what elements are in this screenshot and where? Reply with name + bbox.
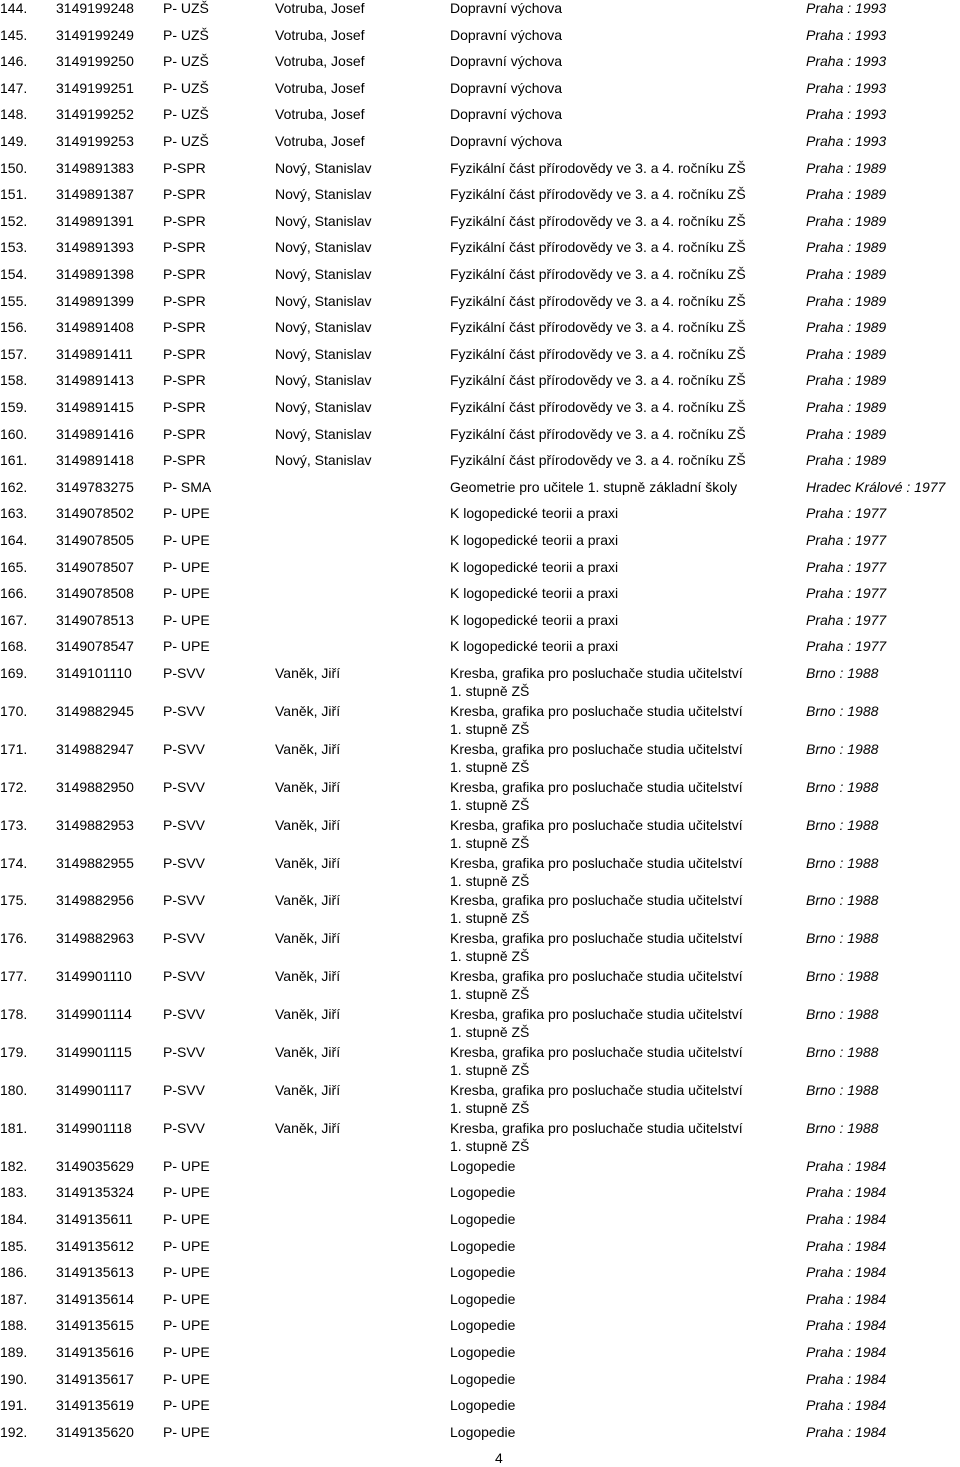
record-signature: P- UPE: [163, 1290, 210, 1307]
record-place-year: Praha : 1977: [806, 558, 887, 575]
record-number: 163.: [0, 505, 28, 522]
record-code: 3149882950: [56, 778, 134, 795]
record-number: 161.: [0, 452, 28, 469]
record-place-year: Hradec Králové : 1977: [806, 478, 946, 495]
record-signature: P- UZŠ: [163, 53, 209, 70]
record-author: Nový, Stanislav: [275, 186, 372, 203]
record-title: K logopedické teorii a praxi: [450, 611, 619, 628]
record-author: Votruba, Josef: [275, 79, 365, 96]
record-code: 3149078547: [56, 638, 134, 655]
record-title: Kresba, grafika pro posluchače studia učitelství: [450, 1006, 743, 1023]
record-place-year: Praha : 1989: [806, 345, 887, 362]
record-code: 3149199252: [56, 106, 134, 123]
record-title: Fyzikální část přírodovědy ve 3. a 4. ročníku ZŠ: [450, 186, 746, 203]
record-number: 189.: [0, 1343, 28, 1360]
record-author: Vaněk, Jiří: [275, 1081, 341, 1098]
record-number: 153.: [0, 239, 28, 256]
record-signature: P-SVV: [163, 1081, 206, 1098]
record-title: Logopedie: [450, 1237, 516, 1254]
record-title-continuation: 1. stupně ZŠ: [450, 1099, 530, 1116]
record-author: Nový, Stanislav: [275, 345, 372, 362]
record-place-year: Brno : 1988: [806, 1081, 879, 1098]
record-place-year: Praha : 1989: [806, 266, 887, 282]
record-author: Votruba, Josef: [275, 106, 365, 123]
record-title: Fyzikální část přírodovědy ve 3. a 4. ročníku ZŠ: [450, 292, 746, 309]
record-place-year: Brno : 1988: [806, 1044, 879, 1060]
record-code: 3149783275: [56, 478, 134, 495]
record-code: 3149135324: [56, 1184, 134, 1201]
record-number: 167.: [0, 611, 28, 628]
record-place-year: Brno : 1988: [806, 854, 879, 871]
record-place-year: Praha : 1989: [806, 425, 887, 442]
record-signature: P-SPR: [163, 372, 206, 389]
record-number: 191.: [0, 1397, 28, 1414]
record-signature: P- SMA: [163, 478, 212, 495]
record-code: 3149882963: [56, 930, 134, 947]
record-place-year: Praha : 1989: [806, 372, 887, 389]
record-code: 3149199251: [56, 79, 134, 96]
record-number: 157.: [0, 345, 28, 362]
record-place-year: Brno : 1988: [806, 665, 879, 681]
record-signature: P-SVV: [163, 1006, 206, 1023]
record-signature: P-SPR: [163, 266, 206, 282]
record-author: Nový, Stanislav: [275, 319, 372, 336]
record-signature: P- UPE: [163, 1210, 210, 1227]
record-code: 3149891399: [56, 292, 134, 309]
record-number: 168.: [0, 638, 28, 655]
record-number: 170.: [0, 702, 28, 719]
record-title-continuation: 1. stupně ZŠ: [450, 1062, 530, 1078]
record-code: 3149078502: [56, 505, 134, 522]
record-title: Fyzikální část přírodovědy ve 3. a 4. ročníku ZŠ: [450, 212, 746, 229]
record-title: K logopedické teorii a praxi: [450, 505, 619, 522]
record-number: 186.: [0, 1264, 28, 1281]
record-author: Vaněk, Jiří: [275, 854, 341, 871]
record-title: Kresba, grafika pro posluchače studia učitelství: [450, 778, 743, 795]
record-number: 184.: [0, 1210, 28, 1227]
record-title: Fyzikální část přírodovědy ve 3. a 4. ročníku ZŠ: [450, 452, 746, 469]
record-place-year: Brno : 1988: [806, 1006, 879, 1023]
record-number: 162.: [0, 478, 28, 495]
record-author: Vaněk, Jiří: [275, 1119, 341, 1136]
record-number: 149.: [0, 133, 28, 149]
record-place-year: Praha : 1993: [806, 106, 887, 123]
record-title: Geometrie pro učitele 1. stupně základní školy: [450, 478, 738, 495]
record-number: 187.: [0, 1290, 28, 1307]
record-code: 3149135612: [56, 1237, 134, 1254]
record-title: Kresba, grafika pro posluchače studia učitelství: [450, 816, 743, 833]
record-title: Kresba, grafika pro posluchače studia učitelství: [450, 1044, 743, 1060]
record-code: 3149199250: [56, 53, 134, 70]
record-author: Vaněk, Jiří: [275, 778, 341, 795]
record-signature: P-SPR: [163, 239, 206, 256]
record-place-year: Praha : 1984: [806, 1317, 887, 1334]
record-author: Votruba, Josef: [275, 53, 365, 70]
record-signature: P-SPR: [163, 425, 206, 442]
record-number: 159.: [0, 399, 28, 415]
record-code: 3149078513: [56, 611, 134, 628]
record-title: Fyzikální část přírodovědy ve 3. a 4. ročníku ZŠ: [450, 319, 746, 336]
record-number: 185.: [0, 1237, 28, 1254]
record-code: 3149135616: [56, 1343, 134, 1360]
record-number: 147.: [0, 79, 28, 96]
record-place-year: Praha : 1989: [806, 159, 887, 176]
record-signature: P-SVV: [163, 1119, 206, 1136]
record-place-year: Praha : 1993: [806, 133, 887, 149]
record-signature: P-SPR: [163, 159, 206, 176]
record-title-continuation: 1. stupně ZŠ: [450, 1024, 530, 1041]
record-number: 166.: [0, 585, 28, 602]
record-number: 148.: [0, 106, 28, 123]
record-title: Logopedie: [450, 1157, 516, 1174]
record-title: Kresba, grafika pro posluchače studia učitelství: [450, 740, 743, 757]
record-title: Kresba, grafika pro posluchače studia učitelství: [450, 930, 743, 947]
record-number: 165.: [0, 558, 28, 575]
record-author: Vaněk, Jiří: [275, 740, 341, 757]
record-title-continuation: 1. stupně ZŠ: [450, 683, 530, 699]
record-code: 3149135613: [56, 1264, 134, 1281]
record-author: Nový, Stanislav: [275, 372, 372, 389]
record-number: 144.: [0, 0, 28, 16]
record-place-year: Praha : 1984: [806, 1370, 887, 1387]
record-author: Nový, Stanislav: [275, 266, 372, 282]
record-place-year: Brno : 1988: [806, 778, 879, 795]
record-code: 3149891411: [56, 345, 133, 362]
record-number: 171.: [0, 740, 28, 757]
record-place-year: Praha : 1984: [806, 1343, 887, 1360]
record-place-year: Praha : 1984: [806, 1184, 887, 1201]
record-number: 172.: [0, 778, 28, 795]
record-place-year: Brno : 1988: [806, 702, 879, 719]
record-title: Logopedie: [450, 1397, 516, 1414]
record-title: Dopravní výchova: [450, 0, 563, 16]
record-signature: P-SVV: [163, 968, 206, 985]
record-signature: P- UPE: [163, 1343, 210, 1360]
record-place-year: Praha : 1977: [806, 638, 887, 655]
record-author: Nový, Stanislav: [275, 239, 372, 256]
record-place-year: Praha : 1989: [806, 292, 887, 309]
record-title-continuation: 1. stupně ZŠ: [450, 872, 530, 889]
record-title: K logopedické teorii a praxi: [450, 532, 619, 548]
record-title: Kresba, grafika pro posluchače studia učitelství: [450, 968, 743, 985]
record-title: Dopravní výchova: [450, 79, 563, 96]
record-code: 3149891383: [56, 159, 134, 176]
record-number: 179.: [0, 1044, 28, 1060]
record-place-year: Praha : 1977: [806, 505, 887, 522]
record-author: Nový, Stanislav: [275, 452, 372, 469]
record-title: Dopravní výchova: [450, 133, 563, 149]
record-signature: P-SPR: [163, 212, 206, 229]
record-title: Fyzikální část přírodovědy ve 3. a 4. ročníku ZŠ: [450, 159, 746, 176]
record-code: 3149078507: [56, 558, 134, 575]
record-place-year: Praha : 1989: [806, 319, 887, 336]
record-number: 173.: [0, 816, 28, 833]
record-author: Nový, Stanislav: [275, 399, 372, 415]
record-signature: P- UPE: [163, 1397, 210, 1414]
record-number: 146.: [0, 53, 28, 70]
record-signature: P-SVV: [163, 778, 206, 795]
record-number: 164.: [0, 532, 28, 548]
record-place-year: Praha : 1977: [806, 585, 887, 602]
record-title: Logopedie: [450, 1423, 516, 1440]
record-signature: P- UZŠ: [163, 133, 209, 149]
record-code: 3149135619: [56, 1397, 134, 1414]
record-code: 3149199249: [56, 26, 134, 43]
record-place-year: Brno : 1988: [806, 892, 879, 909]
record-number: 183.: [0, 1184, 28, 1201]
record-author: Vaněk, Jiří: [275, 930, 341, 947]
record-number: 177.: [0, 968, 28, 985]
record-number: 158.: [0, 372, 28, 389]
record-number: 175.: [0, 892, 28, 909]
record-title: Fyzikální část přírodovědy ve 3. a 4. ročníku ZŠ: [450, 266, 746, 282]
record-signature: P- UPE: [163, 1317, 210, 1334]
record-code: 3149882947: [56, 740, 134, 757]
record-signature: P- UPE: [163, 558, 210, 575]
record-place-year: Praha : 1977: [806, 611, 887, 628]
record-signature: P- UZŠ: [163, 0, 209, 16]
record-author: Votruba, Josef: [275, 133, 365, 149]
record-number: 152.: [0, 212, 28, 229]
record-author: Nový, Stanislav: [275, 425, 372, 442]
record-title-continuation: 1. stupně ZŠ: [450, 1137, 530, 1154]
record-title: Logopedie: [450, 1343, 516, 1360]
record-number: 154.: [0, 266, 28, 282]
record-signature: P- UPE: [163, 1184, 210, 1201]
record-title: Fyzikální část přírodovědy ve 3. a 4. ročníku ZŠ: [450, 345, 746, 362]
record-author: Vaněk, Jiří: [275, 816, 341, 833]
record-title: Dopravní výchova: [450, 53, 563, 70]
record-place-year: Praha : 1977: [806, 532, 887, 548]
record-title: Logopedie: [450, 1370, 516, 1387]
record-author: Vaněk, Jiří: [275, 665, 341, 681]
record-number: 155.: [0, 292, 28, 309]
record-title-continuation: 1. stupně ZŠ: [450, 986, 530, 1003]
record-place-year: Brno : 1988: [806, 968, 879, 985]
record-title: Logopedie: [450, 1317, 516, 1334]
record-code: 3149882956: [56, 892, 134, 909]
record-number: 180.: [0, 1081, 28, 1098]
record-code: 3149891413: [56, 372, 134, 389]
record-title: Dopravní výchova: [450, 106, 563, 123]
record-number: 188.: [0, 1317, 28, 1334]
record-signature: P- UPE: [163, 505, 210, 522]
record-signature: P- UPE: [163, 1370, 210, 1387]
record-author: Nový, Stanislav: [275, 159, 372, 176]
record-signature: P- UPE: [163, 1157, 210, 1174]
record-title: Dopravní výchova: [450, 26, 563, 43]
record-title: Logopedie: [450, 1264, 516, 1281]
record-signature: P- UPE: [163, 1423, 210, 1440]
record-place-year: Praha : 1993: [806, 0, 887, 16]
record-code: 3149891387: [56, 186, 134, 203]
record-code: 3149891418: [56, 452, 134, 469]
record-code: 3149882953: [56, 816, 134, 833]
record-author: Nový, Stanislav: [275, 292, 372, 309]
record-signature: P-SPR: [163, 186, 206, 203]
record-number: 174.: [0, 854, 28, 871]
record-place-year: Praha : 1993: [806, 79, 887, 96]
record-signature: P-SVV: [163, 740, 206, 757]
record-place-year: Praha : 1984: [806, 1157, 887, 1174]
record-title: Kresba, grafika pro posluchače studia učitelství: [450, 854, 743, 871]
record-author: Vaněk, Jiří: [275, 1006, 341, 1023]
record-signature: P- UPE: [163, 1264, 210, 1281]
record-title: Logopedie: [450, 1290, 516, 1307]
record-code: 3149882945: [56, 702, 134, 719]
record-place-year: Praha : 1984: [806, 1210, 887, 1227]
record-author: Vaněk, Jiří: [275, 968, 341, 985]
record-title-continuation: 1. stupně ZŠ: [450, 720, 530, 737]
record-place-year: Brno : 1988: [806, 930, 879, 947]
record-signature: P-SVV: [163, 665, 206, 681]
record-author: Vaněk, Jiří: [275, 892, 341, 909]
record-place-year: Praha : 1989: [806, 186, 887, 203]
record-author: Vaněk, Jiří: [275, 1044, 341, 1060]
record-number: 150.: [0, 159, 28, 176]
record-signature: P-SVV: [163, 702, 206, 719]
record-title-continuation: 1. stupně ZŠ: [450, 910, 530, 927]
record-place-year: Praha : 1993: [806, 26, 887, 43]
record-number: 169.: [0, 665, 28, 681]
record-signature: P- UPE: [163, 532, 210, 548]
record-number: 160.: [0, 425, 28, 442]
record-number: 156.: [0, 319, 28, 336]
record-code: 3149901110: [56, 968, 132, 985]
record-author: Votruba, Josef: [275, 26, 365, 43]
record-code: 3149135617: [56, 1370, 134, 1387]
record-signature: P-SVV: [163, 816, 206, 833]
record-place-year: Praha : 1984: [806, 1423, 887, 1440]
record-signature: P-SPR: [163, 399, 206, 415]
record-signature: P- UPE: [163, 611, 210, 628]
record-title: Kresba, grafika pro posluchače studia učitelství: [450, 892, 743, 909]
record-signature: P-SPR: [163, 345, 206, 362]
record-number: 190.: [0, 1370, 28, 1387]
record-title: Kresba, grafika pro posluchače studia učitelství: [450, 1081, 743, 1098]
record-code: 3149135611: [56, 1210, 133, 1227]
record-title: Kresba, grafika pro posluchače studia učitelství: [450, 665, 743, 681]
record-place-year: Praha : 1989: [806, 239, 887, 256]
record-signature: P- UZŠ: [163, 79, 209, 96]
record-title: Logopedie: [450, 1184, 516, 1201]
record-signature: P- UZŠ: [163, 106, 209, 123]
record-signature: P-SPR: [163, 452, 206, 469]
record-code: 3149199248: [56, 0, 134, 16]
record-code: 3149891391: [56, 212, 134, 229]
record-place-year: Praha : 1989: [806, 212, 887, 229]
record-title-continuation: 1. stupně ZŠ: [450, 834, 530, 851]
record-place-year: Praha : 1984: [806, 1290, 887, 1307]
record-code: 3149901118: [56, 1119, 132, 1136]
record-code: 3149078508: [56, 585, 134, 602]
record-title: Kresba, grafika pro posluchače studia učitelství: [450, 702, 743, 719]
record-code: 3149199253: [56, 133, 134, 149]
record-signature: P- UZŠ: [163, 26, 209, 43]
page-number: 4: [495, 1450, 503, 1466]
record-signature: P- UPE: [163, 585, 210, 602]
record-signature: P-SVV: [163, 930, 206, 947]
record-signature: P-SVV: [163, 892, 206, 909]
record-signature: P-SVV: [163, 1044, 206, 1060]
record-code: 3149135614: [56, 1290, 134, 1307]
record-signature: P-SPR: [163, 292, 206, 309]
record-code: 3149101110: [56, 665, 132, 681]
record-number: 145.: [0, 26, 28, 43]
record-title-continuation: 1. stupně ZŠ: [450, 796, 530, 813]
record-place-year: Brno : 1988: [806, 816, 879, 833]
record-title: Fyzikální část přírodovědy ve 3. a 4. ročníku ZŠ: [450, 425, 746, 442]
record-code: 3149891416: [56, 425, 134, 442]
record-code: 3149891398: [56, 266, 134, 282]
record-author: Nový, Stanislav: [275, 212, 372, 229]
record-title: Fyzikální část přírodovědy ve 3. a 4. ročníku ZŠ: [450, 372, 746, 389]
record-number: 182.: [0, 1157, 28, 1174]
record-title: K logopedické teorii a praxi: [450, 558, 619, 575]
record-place-year: Praha : 1984: [806, 1237, 887, 1254]
record-title: Fyzikální část přírodovědy ve 3. a 4. ročníku ZŠ: [450, 239, 746, 256]
record-title: Logopedie: [450, 1210, 516, 1227]
record-signature: P- UPE: [163, 638, 210, 655]
record-title-continuation: 1. stupně ZŠ: [450, 948, 530, 965]
record-number: 176.: [0, 930, 28, 947]
record-code: 3149135620: [56, 1423, 134, 1440]
record-title: Kresba, grafika pro posluchače studia učitelství: [450, 1119, 743, 1136]
record-title: Fyzikální část přírodovědy ve 3. a 4. ročníku ZŠ: [450, 399, 746, 415]
record-code: 3149882955: [56, 854, 134, 871]
record-title: K logopedické teorii a praxi: [450, 638, 619, 655]
record-place-year: Praha : 1989: [806, 452, 887, 469]
record-code: 3149901115: [56, 1044, 132, 1060]
record-number: 151.: [0, 186, 28, 203]
record-code: 3149078505: [56, 532, 134, 548]
record-place-year: Praha : 1984: [806, 1264, 887, 1281]
record-number: 181.: [0, 1119, 28, 1136]
record-author: Vaněk, Jiří: [275, 702, 341, 719]
record-code: 3149891408: [56, 319, 134, 336]
record-number: 178.: [0, 1006, 28, 1023]
record-code: 3149035629: [56, 1157, 134, 1174]
record-place-year: Brno : 1988: [806, 1119, 879, 1136]
record-place-year: Brno : 1988: [806, 740, 879, 757]
record-place-year: Praha : 1993: [806, 53, 887, 70]
record-author: Votruba, Josef: [275, 0, 365, 16]
record-signature: P- UPE: [163, 1237, 210, 1254]
record-code: 3149901117: [56, 1081, 132, 1098]
record-number: 192.: [0, 1423, 28, 1440]
record-code: 3149135615: [56, 1317, 134, 1334]
record-place-year: Praha : 1984: [806, 1397, 887, 1414]
record-code: 3149901114: [56, 1006, 132, 1023]
record-place-year: Praha : 1989: [806, 399, 887, 415]
record-signature: P-SVV: [163, 854, 206, 871]
record-signature: P-SPR: [163, 319, 206, 336]
record-code: 3149891393: [56, 239, 134, 256]
record-title-continuation: 1. stupně ZŠ: [450, 758, 530, 775]
record-code: 3149891415: [56, 399, 134, 415]
record-title: K logopedické teorii a praxi: [450, 585, 619, 602]
